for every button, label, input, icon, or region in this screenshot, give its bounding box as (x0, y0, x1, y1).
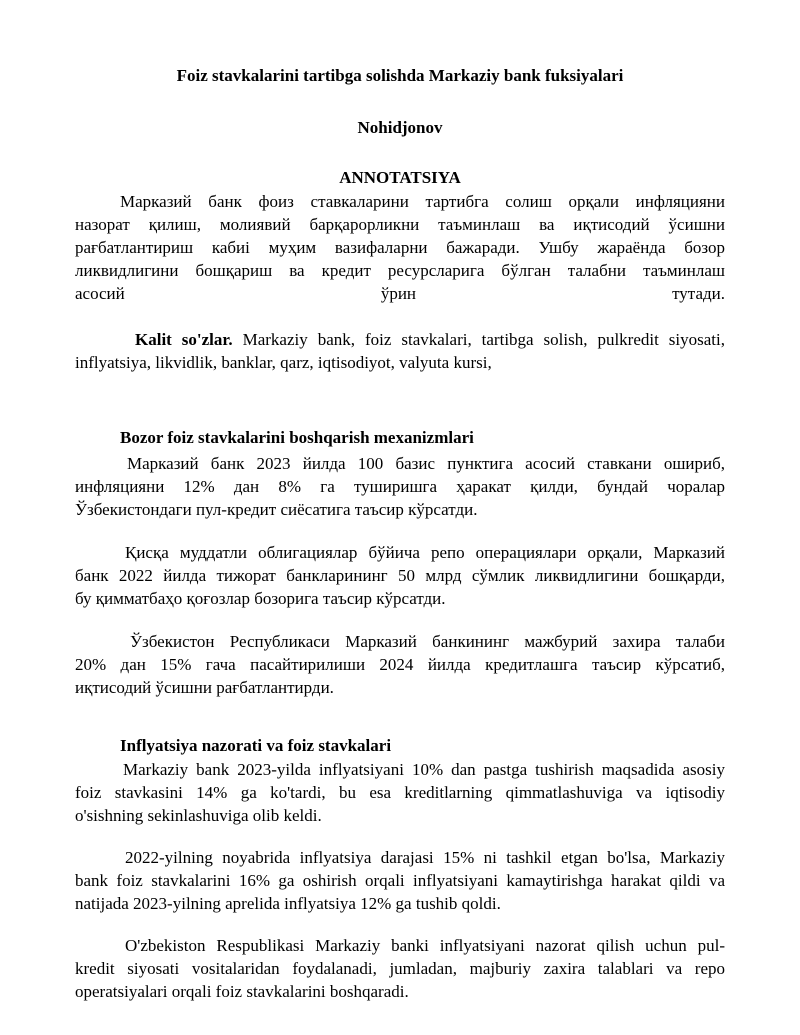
keywords-paragraph (75, 328, 725, 374)
author-name: Nohidjonov (357, 118, 443, 137)
document-title: Foiz stavkalarini tartibga solishda Markaziy bank fuksiyalari (176, 66, 624, 85)
keywords-label: Kalit so'zlar. (135, 330, 233, 349)
paragraph-line: Марказий банк 2023 йилда 100 базис пунктига асосий ставкани ошириб, (127, 454, 725, 473)
section-heading: Inflyatsiya nazorati va foiz stavkalari (120, 736, 392, 755)
paragraph-line: инфляцияни 12% дан 8% га туширишга ҳаракат қилди, бундай чоралар (75, 477, 725, 496)
paragraph-line: foiz stavkasini 14% ga ko'tardi, bu esa kreditlarning qimmatlashuviga va iqtisodiy (75, 783, 725, 802)
paragraph-line: O'zbekiston Respublikasi Markaziy banki inflyatsiyani nazorat qilish uchun pul- (125, 936, 725, 955)
abstract-line: Марказий банк фоиз ставкаларини тартибга солиш орқали инфляцияни (120, 192, 725, 211)
paragraph-line: Қисқа муддатли облигациялар бўйича репо операциялари орқали, Марказий (125, 543, 725, 562)
abstract-paragraph (75, 190, 725, 305)
section2-paragraph-1 (75, 758, 725, 827)
abstract-line: асосий ўрин тутади. (75, 284, 725, 303)
paragraph-line: Markaziy bank 2023-yilda inflyatsiyani 10% dan pastga tushirish maqsadida asosiy (123, 760, 725, 779)
abstract-line: рағбатлантириш кабиi муҳим вазифаларни бажаради. Ушбу жараёнда бозор (75, 238, 725, 257)
section-heading: Bozor foiz stavkalarini boshqarish mexanizmlari (120, 428, 474, 447)
paragraph-line: 20% дан 15% гача пасайтирилиши 2024 йилда кредитлашга таъсир кўрсатиб, (75, 655, 725, 674)
abstract-line: ликвидлигини бошқариш ва кредит ресурсларига бўлган талабни таъминлаш (75, 261, 725, 280)
keywords-line: inflyatsiya, likvidlik, banklar, qarz, iqtisodiyot, valyuta kursi, (75, 353, 492, 372)
section2-paragraph-3 (75, 934, 725, 1003)
paragraph-line: иқтисодий ўсишни рағбатлантирди. (75, 678, 334, 697)
paragraph-line: Ўзбекистондаги пул-кредит сиёсатига таъсир кўрсатди. (75, 500, 478, 519)
abstract-line: назорат қилиш, молиявий барқарорликни таъминлаш ва иқтисодий ўсишни (75, 215, 725, 234)
section2-paragraph-2 (75, 846, 725, 915)
section1-paragraph-2 (75, 541, 725, 610)
paragraph-line: o'sishning sekinlashuviga olib keldi. (75, 806, 322, 825)
abstract-heading: ANNOTATSIYA (339, 168, 461, 187)
keywords-line (75, 328, 725, 351)
paragraph-line: bank foiz stavkalarini 16% ga oshirish orqali inflyatsiyani kamaytirishga harakat qildi va (75, 871, 725, 890)
paragraph-line: 2022-yilning noyabrida inflyatsiya darajasi 15% ni tashkil etgan bo'lsa, Markaziy (125, 848, 725, 867)
section1-paragraph-1 (75, 452, 725, 521)
paragraph-line: Ўзбекистон Республикаси Марказий банкининг мажбурий захира талаби (130, 632, 725, 651)
paragraph-line: natijada 2023-yilning aprelida inflyatsiya 12% ga tushib qoldi. (75, 894, 501, 913)
keywords-text: Markaziy bank, foiz stavkalari, tartibga solish, pulkredit siyosati, (242, 330, 725, 349)
section1-paragraph-3 (75, 630, 725, 699)
paragraph-line: kredit siyosati vositalaridan foydalanadi, jumladan, majburiy zaxira talablari va repo (75, 959, 725, 978)
paragraph-line: operatsiyalari orqali foiz stavkalarini boshqaradi. (75, 982, 409, 1001)
paragraph-line: банк 2022 йилда тижорат банкларининг 50 млрд сўмлик ликвидлигини бошқарди, (75, 566, 725, 585)
paragraph-line: бу қимматбаҳо қоғозлар бозорига таъсир кўрсатди. (75, 589, 446, 608)
